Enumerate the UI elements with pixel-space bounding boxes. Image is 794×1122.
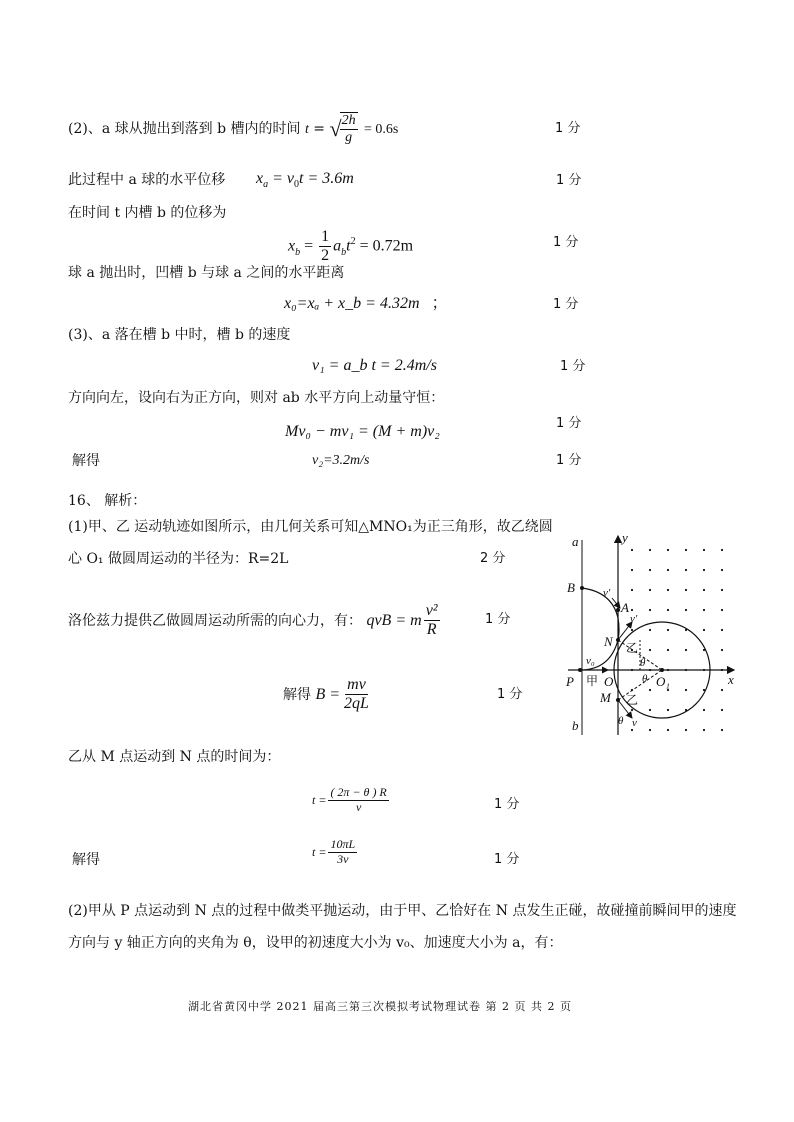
point-A bbox=[616, 608, 620, 612]
q16-part2-line1: (2)甲从 P 点运动到 N 点的过程中做类平抛运动，由于甲、乙恰好在 N 点发生正碰，故碰撞前瞬间甲的速度 bbox=[68, 903, 737, 919]
q15-frac-den: g bbox=[345, 130, 353, 146]
label-v0: v₀ bbox=[586, 655, 595, 667]
field-dot bbox=[703, 609, 705, 611]
field-dot bbox=[649, 609, 651, 611]
q15-line3: 在时间 t 内槽 b 的位移为 bbox=[68, 205, 227, 221]
motion-trajectory-diagram bbox=[560, 530, 740, 740]
q15-part2-text: (2)、a 球从抛出到落到 b 槽内的时间 bbox=[68, 121, 301, 138]
field-dot bbox=[649, 569, 651, 571]
label-v-M: v bbox=[632, 717, 637, 729]
label-theta-O1: θ bbox=[642, 673, 648, 685]
field-dot bbox=[703, 589, 705, 591]
field-dot bbox=[685, 549, 687, 551]
field-dot bbox=[649, 549, 651, 551]
field-dot bbox=[631, 589, 633, 591]
q16-time-text: 乙从 M 点运动到 N 点的时间为： bbox=[68, 749, 281, 765]
q15-groove-displacement-eq: $x_b$ = $\frac{1}{2}$ $a_bt^2 = 0.72m$ bbox=[288, 228, 414, 265]
q15-line5: 球 a 抛出时，凹槽 b 与球 a 之间的水平距离 bbox=[68, 265, 345, 281]
field-dot bbox=[667, 649, 669, 651]
field-dot bbox=[649, 729, 651, 731]
score: 2 分 bbox=[480, 551, 506, 566]
label-x: x bbox=[728, 672, 734, 687]
field-dot bbox=[667, 729, 669, 731]
q16-solve-B: 解得 B = $\frac{mv}{2qL}$ bbox=[283, 676, 369, 713]
field-dot bbox=[649, 649, 651, 651]
label-vprime-A: v′ bbox=[603, 587, 611, 599]
label-M: M bbox=[600, 690, 611, 705]
field-dot bbox=[721, 629, 723, 631]
score: 1 分 bbox=[497, 687, 523, 702]
score: 1 分 bbox=[556, 173, 582, 188]
field-dot bbox=[649, 709, 651, 711]
yi-trajectory-upper bbox=[582, 588, 619, 640]
field-dot bbox=[685, 689, 687, 691]
field-dot bbox=[721, 729, 723, 731]
label-theta-N: θ bbox=[640, 657, 646, 669]
page-footer: 湖北省黄冈中学 2021 届高三第三次模拟考试物理试卷 第 2 页 共 2 页 bbox=[188, 1000, 572, 1013]
label-O: O bbox=[604, 674, 614, 689]
field-dot bbox=[721, 689, 723, 691]
field-dot bbox=[721, 569, 723, 571]
label-P: P bbox=[566, 674, 574, 689]
q15-part3-text: (3)、a 落在槽 b 中时，槽 b 的速度 bbox=[68, 327, 291, 343]
point-P bbox=[578, 668, 582, 672]
score: 1 分 bbox=[560, 359, 586, 374]
score: 1 分 bbox=[555, 121, 581, 136]
field-dot bbox=[721, 589, 723, 591]
field-dot bbox=[703, 549, 705, 551]
q15-part2-line: (2)、a 球从抛出到落到 b 槽内的时间 t = √ $\frac{2h}{g}$ = 0.6s bbox=[68, 113, 399, 146]
label-O1: O₁ bbox=[656, 674, 670, 689]
q15-line9: 方向向左，设向右为正方向，则对 ab 水平方向上动量守恒： bbox=[68, 390, 445, 406]
field-dot bbox=[649, 589, 651, 591]
field-dot bbox=[649, 629, 651, 631]
q16-part1-line1: (1)甲、乙 运动轨迹如图所示，由几何关系可知△MNO₁为正三角形，故乙绕圆 bbox=[68, 519, 553, 535]
label-jia: 甲 bbox=[586, 674, 599, 688]
q15-momentum-eq: Mv₀ − mv₁ = (M + m)v₂ bbox=[285, 423, 440, 440]
label-vprime-N: v′ bbox=[630, 613, 638, 625]
q16-part1-line2: 心 O₁ 做圆周运动的半径为：R=2L bbox=[68, 551, 289, 567]
q15-solve-label: 解得 bbox=[72, 453, 100, 469]
field-dot bbox=[685, 589, 687, 591]
field-dot bbox=[631, 709, 633, 711]
label-yi-M: 乙 bbox=[626, 693, 639, 707]
point-N bbox=[616, 638, 620, 642]
q16-heading: 16、 解析： bbox=[68, 493, 147, 509]
field-dot bbox=[703, 709, 705, 711]
q15-solve-eq: v₂=3.2m/s bbox=[312, 453, 370, 468]
field-dot bbox=[631, 609, 633, 611]
q15-velocity-eq: v₁ = a_b t = 2.4m/s bbox=[312, 357, 437, 374]
label-a: a bbox=[572, 534, 579, 549]
q15-line2: 此过程中 a 球的水平位移 bbox=[68, 172, 226, 188]
score: 1 分 bbox=[556, 453, 582, 468]
field-dot bbox=[703, 569, 705, 571]
field-dot bbox=[721, 609, 723, 611]
field-dot bbox=[631, 629, 633, 631]
field-dot bbox=[649, 689, 651, 691]
field-dot bbox=[631, 569, 633, 571]
q16-solve-t-eq: t = $\frac{10\pi L}{3v}$ bbox=[312, 837, 356, 866]
point-M bbox=[616, 698, 620, 702]
field-dot bbox=[703, 729, 705, 731]
label-B: B bbox=[567, 580, 575, 595]
magnetic-field-dots bbox=[631, 549, 723, 731]
field-dot bbox=[721, 649, 723, 651]
label-b: b bbox=[572, 718, 579, 733]
score: 1 分 bbox=[494, 797, 520, 812]
label-N: N bbox=[604, 634, 613, 649]
field-dot bbox=[667, 689, 669, 691]
field-dot bbox=[667, 589, 669, 591]
field-dot bbox=[631, 729, 633, 731]
label-yi-N: 乙 bbox=[626, 641, 639, 655]
score: 1 分 bbox=[553, 235, 579, 250]
q16-solve-t-label: 解得 bbox=[72, 852, 100, 868]
field-dot bbox=[667, 629, 669, 631]
field-dot bbox=[721, 709, 723, 711]
score: 1 分 bbox=[556, 416, 582, 431]
q15-frac-num: 2h bbox=[340, 113, 358, 130]
q16-lorentz-line: 洛伦兹力提供乙做圆周运动所需的向心力，有： qvB = m $\frac{\text{v²}}{R}$ bbox=[68, 602, 438, 639]
point-O1 bbox=[660, 668, 664, 672]
point-B bbox=[580, 586, 584, 590]
field-dot bbox=[667, 709, 669, 711]
q16-part2-line2: 方向与 y 轴正方向的夹角为 θ，设甲的初速度大小为 v₀、加速度大小为 a，有： bbox=[68, 935, 563, 951]
field-dot bbox=[631, 549, 633, 551]
field-dot bbox=[667, 569, 669, 571]
field-dot bbox=[667, 609, 669, 611]
q16-time-eq: t = $\frac{( 2\pi - \theta ) R}{v}$ bbox=[312, 785, 387, 814]
field-dot bbox=[685, 569, 687, 571]
label-A: A bbox=[621, 600, 629, 615]
field-dot bbox=[685, 609, 687, 611]
score: 1 分 bbox=[494, 852, 520, 867]
label-y: y bbox=[622, 530, 628, 545]
field-dot bbox=[721, 549, 723, 551]
label-theta-M: θ bbox=[618, 715, 624, 727]
q15-distance-eq: x₀=xₐ + x_b = 4.32m ； bbox=[284, 295, 448, 312]
field-dot bbox=[703, 629, 705, 631]
field-dot bbox=[685, 729, 687, 731]
field-dot bbox=[667, 549, 669, 551]
score: 1 分 bbox=[485, 612, 511, 627]
field-dot bbox=[685, 649, 687, 651]
score: 1 分 bbox=[553, 297, 579, 312]
q15-horiz-displacement-eq: $x_a = v_0t = 3.6m$ bbox=[256, 170, 354, 191]
